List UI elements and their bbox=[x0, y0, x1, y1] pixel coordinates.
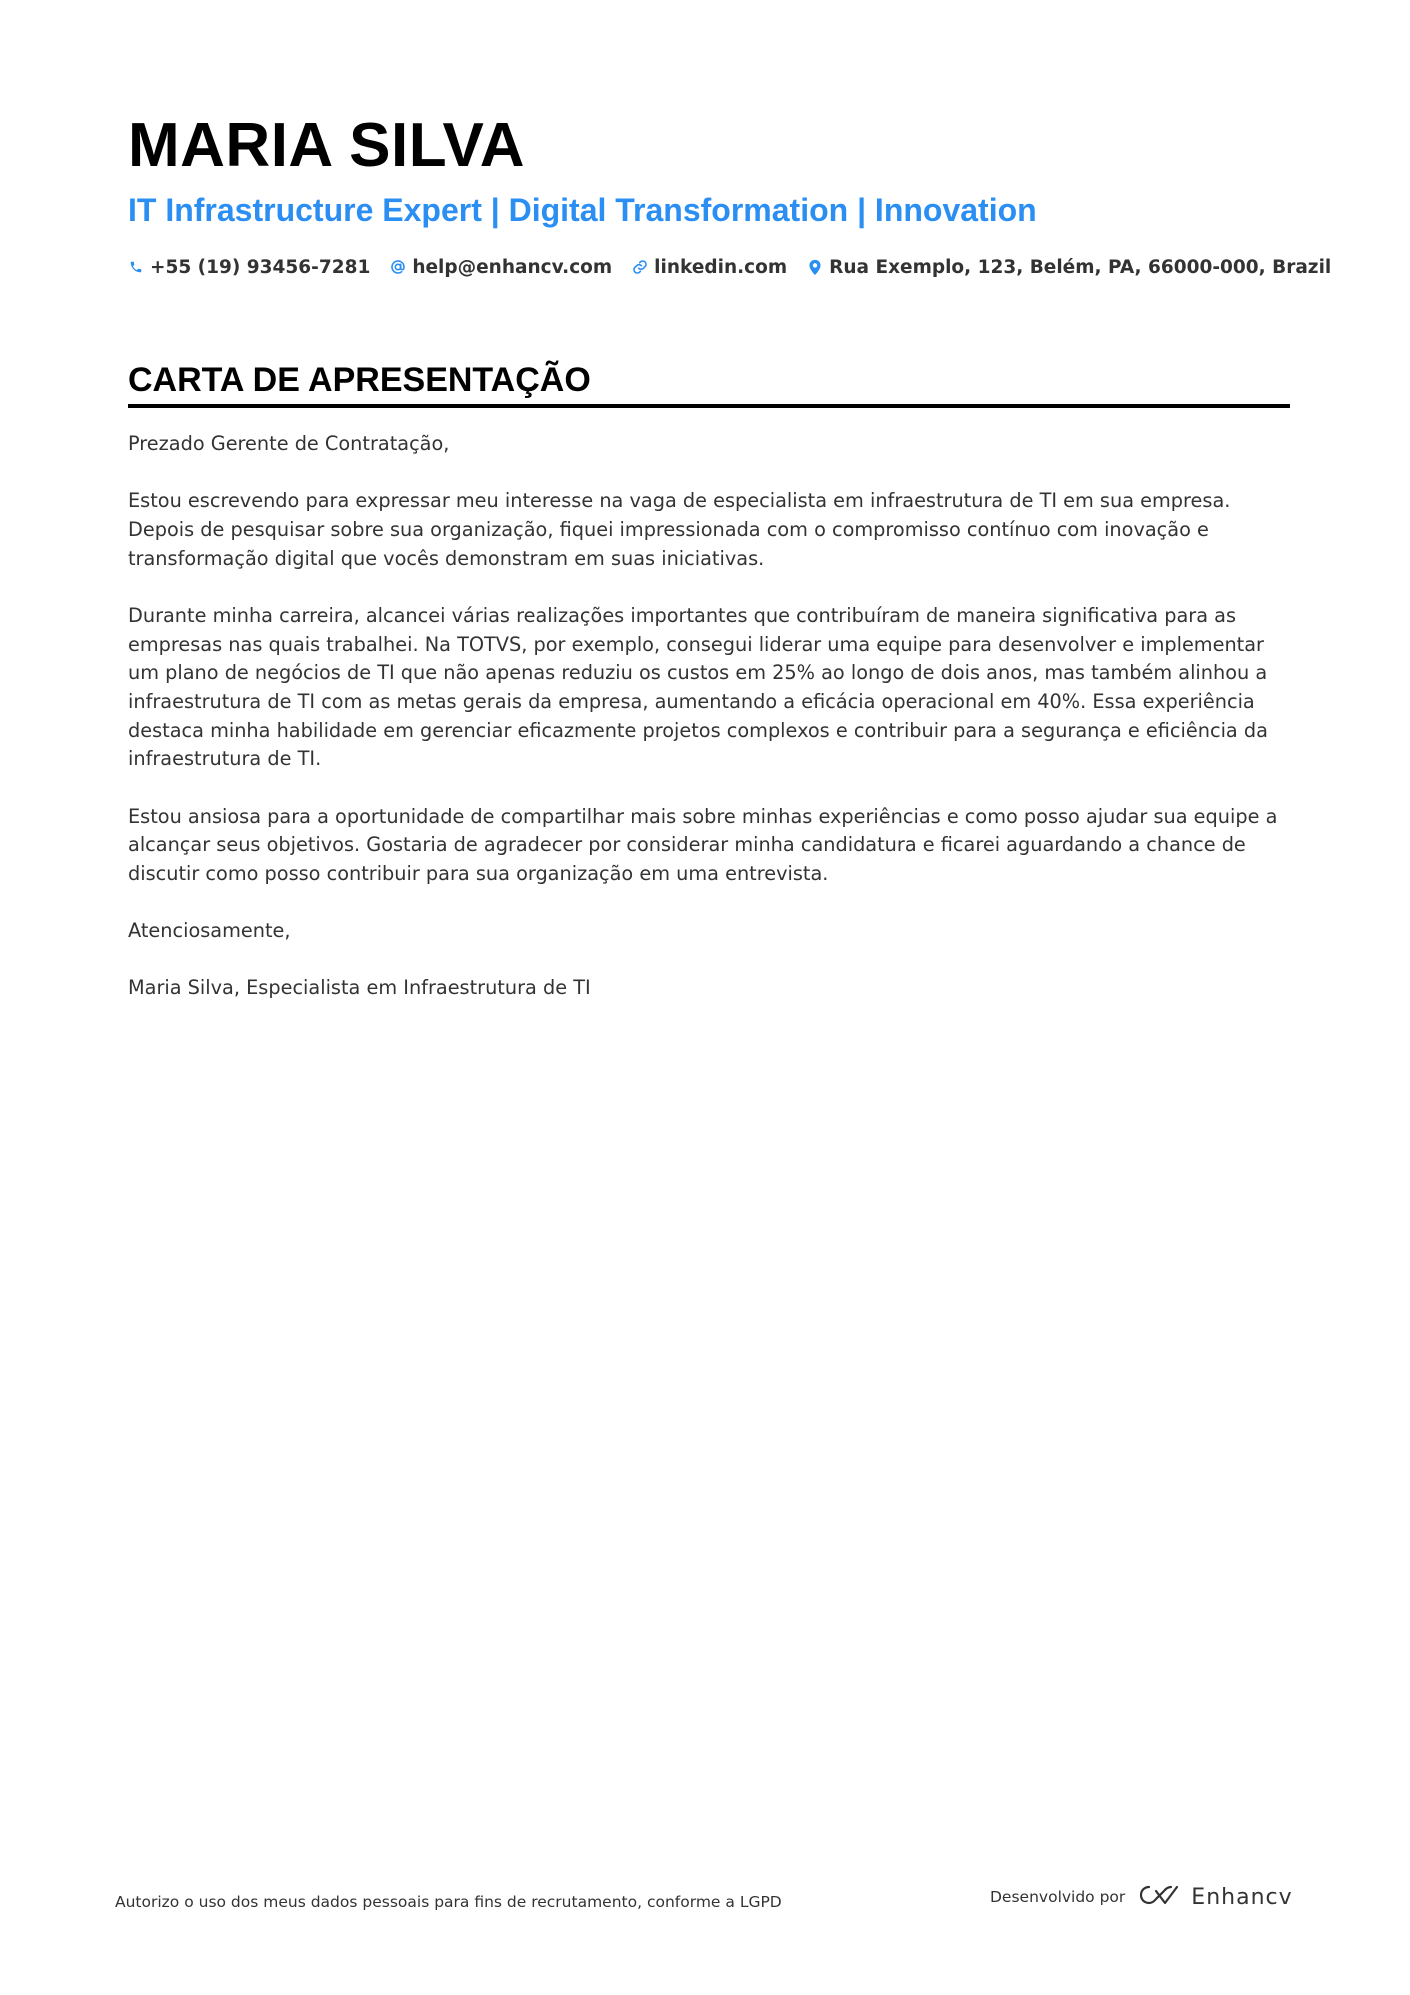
letter-paragraph: Estou escrevendo para expressar meu interesse na vaga de especialista em infraestrutura de TI em sua empresa. Depois de pesquisar sobre sua organização, fiquei impressionada com o compromisso contínuo com inovação e transformação digital que vocês demonstram em suas iniciativas. bbox=[128, 489, 1231, 570]
section-title: CARTA DE APRESENTAÇÃO bbox=[128, 360, 1290, 408]
letter-paragraph: Estou ansiosa para a oportunidade de compartilhar mais sobre minhas experiências e como posso ajudar sua equipe a alcançar seus objetivos. Gostaria de agradecer por considerar minha candidatura e ficarei aguardando a chance de discutir como posso contribuir para sua organização em uma entrevista. bbox=[128, 804, 1278, 885]
letter-body bbox=[128, 430, 1290, 1003]
contact-email[interactable] bbox=[390, 257, 612, 278]
letter-paragraph: Durante minha carreira, alcancei várias realizações importantes que contribuíram de maneira significativa para as empresas nas quais trabalhei. Na TOTVS, por exemplo, consegui liderar uma equipe para desenvolver e implementar um plano de negócios de TI que não apenas reduziu os custos em 25% ao longo de dois anos, mas também alinhou a infraestrutura de TI com as metas gerais da empresa, aumentando a eficácia operacional em 40%. Essa experiência destaca minha habilidade em gerenciar eficazmente projetos complexos e contribuir para a segurança e eficiência da infraestrutura de TI. bbox=[128, 603, 1268, 771]
letter-signature: Maria Silva, Especialista em Infraestrutura de TI bbox=[128, 976, 591, 1000]
contact-phone-text: +55 (19) 93456-7281 bbox=[150, 256, 371, 278]
phone-icon bbox=[128, 258, 144, 276]
letter-closing: Atenciosamente, bbox=[128, 919, 291, 943]
at-icon bbox=[390, 258, 406, 276]
enhancv-logo-icon bbox=[1137, 1883, 1183, 1911]
powered-by[interactable] bbox=[990, 1883, 1293, 1911]
candidate-headline: IT Infrastructure Expert | Digital Transformation | Innovation bbox=[128, 192, 1037, 228]
contact-linkedin[interactable] bbox=[632, 257, 787, 278]
cover-letter-page bbox=[128, 108, 1332, 1032]
contact-address bbox=[807, 257, 1331, 278]
powered-by-label: Desenvolvido por bbox=[990, 1888, 1126, 1906]
brand-name: Enhancv bbox=[1191, 1884, 1293, 1910]
contact-address-text: Rua Exemplo, 123, Belém, PA, 66000-000, Brazil bbox=[829, 256, 1332, 278]
contact-phone bbox=[128, 257, 370, 278]
contact-bar bbox=[128, 252, 1332, 282]
contact-email-text[interactable]: help@enhancv.com bbox=[412, 256, 613, 278]
location-pin-icon bbox=[807, 258, 823, 276]
contact-linkedin-text[interactable]: linkedin.com bbox=[654, 256, 788, 278]
candidate-name: MARIA SILVA bbox=[128, 111, 525, 180]
consent-footer: Autorizo o uso dos meus dados pessoais para fins de recrutamento, conforme a LGPD bbox=[115, 1893, 782, 1911]
letter-greeting: Prezado Gerente de Contratação, bbox=[128, 432, 450, 455]
link-icon bbox=[632, 258, 648, 276]
